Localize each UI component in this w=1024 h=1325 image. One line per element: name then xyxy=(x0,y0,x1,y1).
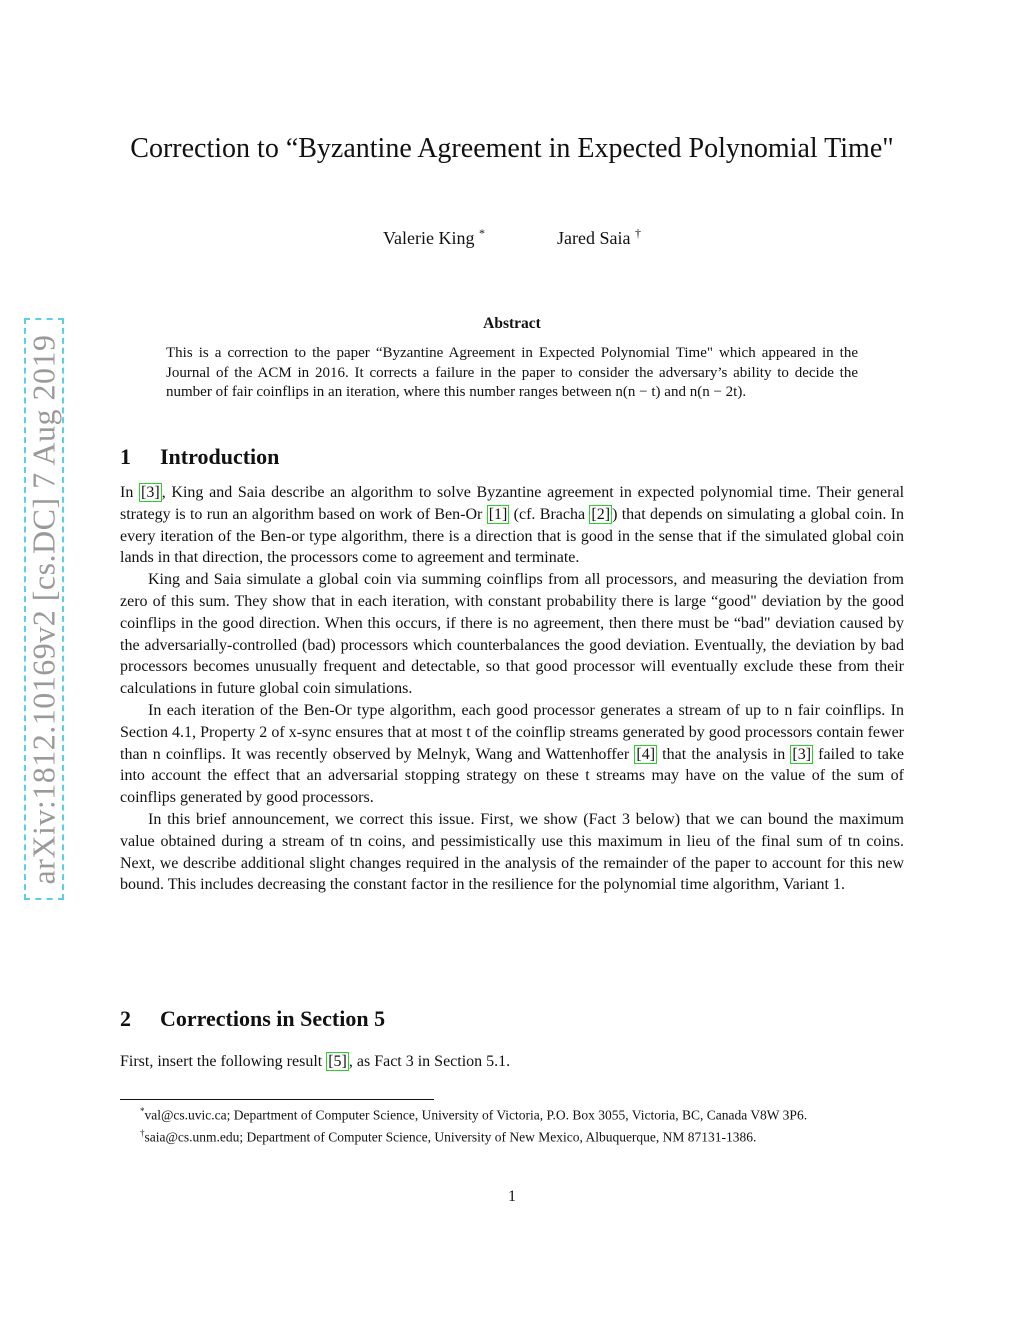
section-number: 2 xyxy=(120,1006,131,1031)
author-footnote-mark: † xyxy=(634,226,641,240)
section-title: Introduction xyxy=(160,444,280,469)
author xyxy=(383,226,485,249)
arxiv-stamp-text: arXiv:1812.10169v2 [cs.DC] 7 Aug 2019 xyxy=(25,333,62,885)
citation-link[interactable]: [1] xyxy=(488,505,508,523)
paper-title: Correction to “Byzantine Agreement in Expected Polynomial Time" xyxy=(130,133,894,164)
footnote-text: val@cs.uvic.ca; Department of Computer Science, University of Victoria, P.O. Box 3055, Victoria, BC, Canada V8W 3P6. xyxy=(144,1107,808,1123)
citation-link[interactable]: [5] xyxy=(328,1053,347,1070)
author-name: Jared Saia xyxy=(557,228,631,248)
paragraph: In each iteration of the Ben-Or type algorithm, each good processor generates a stream of up to n fair coinflips. In Section 4.1, Property 2 of x-sync ensures that at most t of the coinflip streams generated by good processors contain fewer than n coinflips. It was recently observed by Melnyk, Wang and Wattenhoffer [4] that the analysis in [3] failed to take into account the effect that an adversarial stopping strategy on these t streams may have on the value of the sum of coinflips generated by good processors. xyxy=(120,701,905,807)
author-list xyxy=(0,226,1024,249)
section-title: Corrections in Section 5 xyxy=(160,1006,386,1031)
section-body-corrections xyxy=(120,1051,904,1073)
paragraph: King and Saia simulate a global coin via summing coinflips from all processors, and measuring the deviation from zero of this sum. They show that in each iteration, with constant probability there is large “good" deviation by the good coinflips in the good direction. When this occurs, if there is no agreement, then there must be “bad" deviation caused by the adversarially-controlled (bad) processors which counterbalances the good deviation. Eventually, the deviation by bad processors becomes unusually frequent and detectable, so that good processor will eventually exclude these from their calculations in future global coin simulations. xyxy=(120,571,904,698)
footnote-text: saia@cs.unm.edu; Department of Computer Science, University of New Mexico, Albuquerque, NM 87131-1386. xyxy=(144,1129,757,1145)
footnote-mark: † xyxy=(140,1128,145,1138)
section-body-introduction xyxy=(120,482,904,896)
paragraph: First, insert the following result [5] , as Fact 3 in Section 5.1. xyxy=(120,1053,511,1070)
section-heading xyxy=(120,1006,385,1032)
page-number: 1 xyxy=(508,1188,516,1205)
footnote-mark: * xyxy=(140,1106,145,1116)
author-name: Valerie King xyxy=(383,228,475,248)
citation-link[interactable]: [4] xyxy=(636,745,656,763)
author-footnote-mark: * xyxy=(479,226,485,240)
author xyxy=(557,226,641,249)
section-heading xyxy=(120,444,279,470)
section-number: 1 xyxy=(120,444,131,469)
footnote xyxy=(120,1103,904,1124)
paragraph: In this brief announcement, we correct this issue. First, we show (Fact 3 below) that we can bound the maximum value obtained during a stream of tn coins, and pessimistically use this maximum in lieu of the final sum of tn coins. Next, we describe additional slight changes required in the analysis of the remainder of the paper to account for this new bound. This includes decreasing the constant factor in the resilience for the polynomial time algorithm, Variant 1. xyxy=(120,810,904,894)
citation-link[interactable]: [3] xyxy=(792,745,812,763)
citation-link[interactable]: [2] xyxy=(591,505,611,523)
citation-link[interactable]: [3] xyxy=(141,484,160,501)
arxiv-stamp xyxy=(24,318,64,900)
paragraph: In [3] , King and Saia describe an algorithm to solve Byzantine agreement in expected polynomial time. Their general strategy is to run an algorithm based on work of Ben-Or [1] (cf. Bracha [2] ) that depends on simulating a global coin. In every iteration of the Ben-or type algorithm, there is a direction that is good in the sense that if the simulated global coin lands in that direction, the processors come to agreement and terminate. xyxy=(120,484,905,567)
abstract-heading: Abstract xyxy=(483,315,541,332)
footnotes xyxy=(120,1103,904,1147)
abstract-text: This is a correction to the paper “Byzantine Agreement in Expected Polynomial Time" which appeared in the Journal of the ACM in 2016. It corrects a failure in the paper to consider the adversary’s ability to decide the number of fair coinflips in an iteration, where this number ranges between n(n − t) and n(n − 2t). xyxy=(166,345,858,400)
footnote-rule xyxy=(120,1099,434,1100)
footnote xyxy=(120,1125,904,1146)
